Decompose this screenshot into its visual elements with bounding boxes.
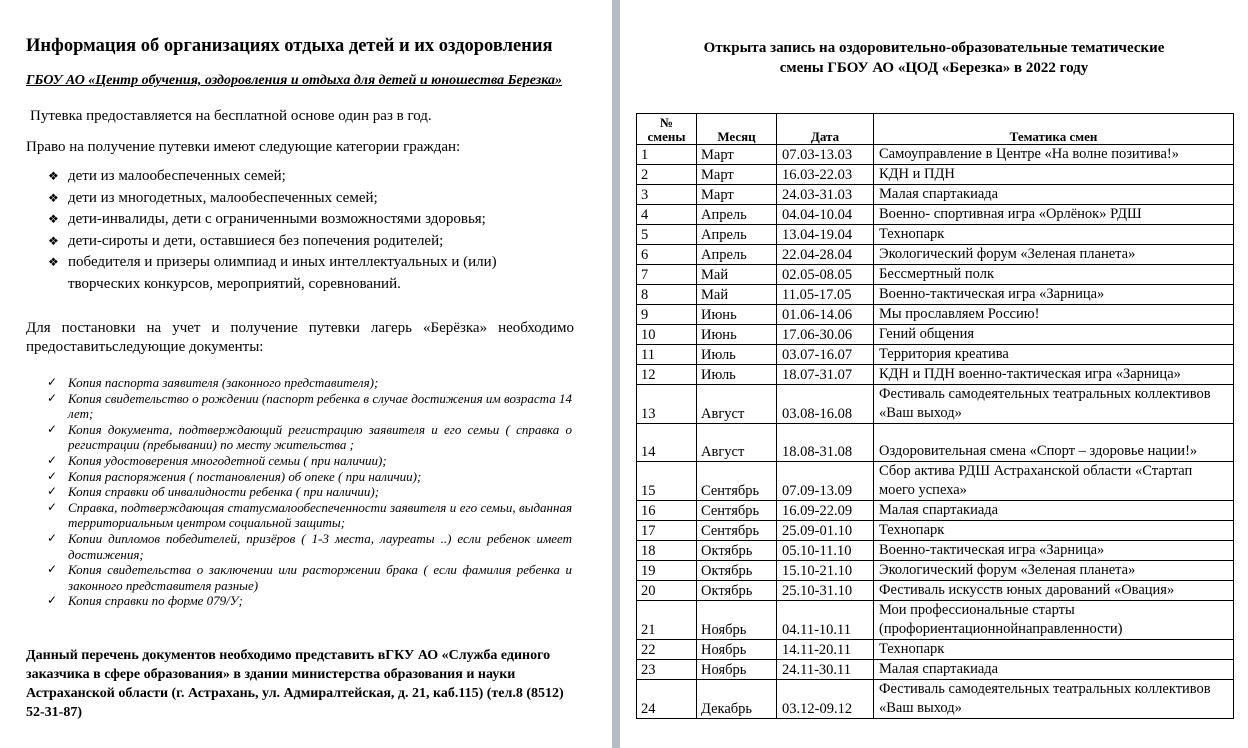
theme-cell: Экологический форум «Зеленая планета»	[874, 561, 1234, 581]
date-cell: 07.09-13.09	[777, 462, 874, 501]
shift-number-cell: 6	[637, 245, 697, 265]
right-page	[620, 0, 1248, 748]
document-item: ✓ Копия распоряжения ( постановления) об опеке ( при наличии);	[47, 468, 422, 484]
date-cell: 03.08-16.08	[777, 385, 874, 424]
shift-number-cell: 19	[637, 561, 697, 581]
documents-list	[46, 375, 572, 609]
theme-cell: Военно- спортивная игра «Орлёнок» РДШ	[874, 205, 1234, 225]
document-item: ✓ Копия справки по форме 079/У;	[47, 593, 243, 609]
table-row	[637, 205, 1234, 225]
page-divider	[612, 0, 620, 748]
table-row	[637, 305, 1234, 325]
theme-cell: Мои профессиональные старты (профориентационнойнаправленности)	[874, 601, 1234, 640]
category-item: ❖ дети-инвалиды, дети с ограниченными возможностями здоровья;	[46, 209, 566, 231]
checkmark-icon: ✓	[47, 452, 58, 467]
date-cell: 15.10-21.10	[777, 561, 874, 581]
month-cell: Апрель	[697, 205, 777, 225]
shift-number-cell: 9	[637, 305, 697, 325]
date-cell: 24.11-30.11	[777, 660, 874, 680]
date-cell: 07.03-13.03	[777, 145, 874, 165]
month-cell: Ноябрь	[697, 640, 777, 660]
shift-number-cell: 4	[637, 205, 697, 225]
table-row	[637, 680, 1234, 719]
theme-cell: Технопарк	[874, 640, 1234, 660]
theme-cell: КДН и ПДН военно-тактическая игра «Зарница»	[874, 365, 1234, 385]
table-row	[637, 501, 1234, 521]
date-cell: 13.04-19.04	[777, 225, 874, 245]
shift-number-cell: 3	[637, 185, 697, 205]
date-cell: 03.07-16.07	[777, 345, 874, 365]
theme-cell: Малая спартакиада	[874, 501, 1234, 521]
left-page	[0, 0, 610, 748]
category-item: ❖ дети из многодетных, малообеспеченных семей;	[46, 188, 566, 210]
shift-number-cell: 20	[637, 581, 697, 601]
checkmark-icon: ✓	[47, 499, 58, 514]
table-row	[637, 145, 1234, 165]
checkmark-icon: ✓	[47, 593, 58, 608]
date-cell: 18.07-31.07	[777, 365, 874, 385]
table-row	[637, 462, 1234, 501]
month-cell: Август	[697, 385, 777, 424]
date-cell: 04.04-10.04	[777, 205, 874, 225]
date-cell: 14.11-20.11	[777, 640, 874, 660]
theme-cell: Фестиваль самодеятельных театральных коллективов «Ваш выход»	[874, 680, 1234, 719]
date-cell: 24.03-31.03	[777, 185, 874, 205]
date-cell: 05.10-11.10	[777, 541, 874, 561]
table-row	[637, 325, 1234, 345]
month-cell: Ноябрь	[697, 601, 777, 640]
table-row	[637, 185, 1234, 205]
diamond-bullet-icon: ❖	[48, 169, 59, 183]
table-header-row	[637, 114, 1234, 145]
month-cell: Сентябрь	[697, 501, 777, 521]
table-row	[637, 640, 1234, 660]
checkmark-icon: ✓	[47, 562, 58, 577]
date-cell: 17.06-30.06	[777, 325, 874, 345]
category-item: ❖ дети-сироты и дети, оставшиеся без попечения родителей;	[46, 231, 566, 253]
month-cell: Сентябрь	[697, 462, 777, 501]
theme-cell: Военно-тактическая игра «Зарница»	[874, 285, 1234, 305]
table-row	[637, 581, 1234, 601]
document-item: ✓ Копия удостоверения многодетной семьи ( при наличии);	[47, 452, 387, 468]
theme-cell: Малая спартакиада	[874, 660, 1234, 680]
checkmark-icon: ✓	[47, 484, 58, 499]
documents-intro: Для постановки на учет и получение путевки лагерь «Берёзка» необходимо предоставитьследующие документы:	[26, 320, 574, 355]
shift-number-cell: 17	[637, 521, 697, 541]
table-row	[637, 345, 1234, 365]
document-item: ✓ Копия документа, подтверждающий регистрацию заявителя и его семьи ( справка о регистрации (пребывании) по месту жительства ;	[47, 421, 572, 453]
date-cell: 25.10-31.10	[777, 581, 874, 601]
shift-number-cell: 12	[637, 365, 697, 385]
month-cell: Март	[697, 185, 777, 205]
date-cell: 18.08-31.08	[777, 424, 874, 462]
schedule-body	[637, 145, 1234, 719]
month-cell: Апрель	[697, 245, 777, 265]
table-row	[637, 165, 1234, 185]
theme-cell: Мы прославляем Россию!	[874, 305, 1234, 325]
schedule-title-line-1: Открыта запись на оздоровительно-образовательные тематические	[703, 40, 1165, 56]
theme-cell: Экологический форум «Зеленая планета»	[874, 245, 1234, 265]
date-cell: 16.09-22.09	[777, 501, 874, 521]
table-row	[637, 424, 1234, 462]
shift-number-cell: 14	[637, 424, 697, 462]
diamond-bullet-icon: ❖	[48, 190, 59, 205]
table-row	[637, 225, 1234, 245]
table-row	[637, 265, 1234, 285]
shift-number-cell: 5	[637, 225, 697, 245]
shift-number-cell: 24	[637, 680, 697, 719]
schedule-table	[636, 113, 1234, 719]
theme-cell: Малая спартакиада	[874, 185, 1234, 205]
shift-number-cell: 18	[637, 541, 697, 561]
date-cell: 22.04-28.04	[777, 245, 874, 265]
document-item: ✓ Копия свидетельства о заключении или расторжении брака ( если фамилия ребенка и законного представителя разные)	[47, 562, 572, 593]
date-cell: 03.12-09.12	[777, 680, 874, 719]
month-cell: Сентябрь	[697, 521, 777, 541]
checkmark-icon: ✓	[47, 375, 58, 389]
header-date: Дата	[777, 114, 874, 145]
theme-cell: Оздоровительная смена «Спорт – здоровье нации!»	[874, 424, 1234, 462]
month-cell: Май	[697, 265, 777, 285]
diamond-bullet-icon: ❖	[48, 255, 59, 269]
table-row	[637, 561, 1234, 581]
shift-number-cell: 15	[637, 462, 697, 501]
shift-number-cell: 10	[637, 325, 697, 345]
document-item: ✓ Копии дипломов победителей, призёров ( 1-3 места, лауреаты ..) если ребенок имеет достижения;	[47, 530, 572, 562]
date-cell: 02.05-08.05	[777, 265, 874, 285]
date-cell: 11.05-17.05	[777, 285, 874, 305]
info-title: Информация об организациях отдыха детей и их оздоровления	[26, 36, 553, 56]
shift-number-cell: 1	[637, 145, 697, 165]
theme-cell: Военно-тактическая игра «Зарница»	[874, 541, 1234, 561]
header-theme: Тематика смен	[874, 114, 1234, 145]
shift-number-cell: 16	[637, 501, 697, 521]
shift-number-cell: 11	[637, 345, 697, 365]
month-cell: Июль	[697, 365, 777, 385]
date-cell: 01.06-14.06	[777, 305, 874, 325]
schedule-title-line-2: смены ГБОУ АО «ЦОД «Березка» в 2022 году	[779, 60, 1089, 76]
eligibility-intro: Право на получение путевки имеют следующие категории граждан:	[26, 139, 461, 155]
date-cell: 25.09-01.10	[777, 521, 874, 541]
month-cell: Июль	[697, 345, 777, 365]
shift-number-cell: 2	[637, 165, 697, 185]
theme-cell: Самоуправление в Центре «На волне позитива!»	[874, 145, 1234, 165]
month-cell: Март	[697, 165, 777, 185]
table-row	[637, 541, 1234, 561]
table-row	[637, 601, 1234, 640]
shift-number-cell: 22	[637, 640, 697, 660]
month-cell: Май	[697, 285, 777, 305]
free-voucher-text: Путевка предоставляется на бесплатной основе один раз в год.	[30, 108, 432, 124]
header-month: Месяц	[697, 114, 777, 145]
date-cell: 16.03-22.03	[777, 165, 874, 185]
shift-number-cell: 13	[637, 385, 697, 424]
table-row	[637, 245, 1234, 265]
organization-name: ГБОУ АО «Центр обучения, оздоровления и отдыха для детей и юношества Березка»	[26, 73, 562, 88]
month-cell: Апрель	[697, 225, 777, 245]
month-cell: Июнь	[697, 305, 777, 325]
document-item: ✓ Копия справки об инвалидности ребенка ( при наличии);	[47, 484, 380, 500]
month-cell: Октябрь	[697, 541, 777, 561]
document-item: ✓ Справка, подтверждающая статусмалообеспеченности заявителя и его семьи, выданная территориальным центром социальной защиты;	[47, 499, 572, 531]
shift-number-cell: 8	[637, 285, 697, 305]
month-cell: Октябрь	[697, 561, 777, 581]
checkmark-icon: ✓	[47, 390, 58, 405]
month-cell: Август	[697, 424, 777, 462]
shift-number-cell: 21	[637, 601, 697, 640]
document-item: ✓ Копия паспорта заявителя (законного представителя);	[47, 375, 379, 390]
theme-cell: Территория креатива	[874, 345, 1234, 365]
shift-number-cell: 23	[637, 660, 697, 680]
category-item: ❖ победителя и призеры олимпиад и иных интеллектуальных и (или) творческих конкурсов, мероприятий, соревнований.	[48, 254, 497, 292]
theme-cell: Фестиваль искусств юных дарований «Овация»	[874, 581, 1234, 601]
theme-cell: КДН и ПДН	[874, 165, 1234, 185]
theme-cell: Гений общения	[874, 325, 1234, 345]
schedule-title	[620, 38, 1248, 78]
submission-note: Данный перечень документов необходимо представить вГКУ АО «Служба единого заказчика в сфере образования» в здании министерства образования и науки Астраханской области (г. Астрахань, ул. Адмиралтейская, д. 21, каб.115) (тел.8 (8512) 52-31-87)	[26, 648, 564, 720]
table-row	[637, 285, 1234, 305]
checkmark-icon: ✓	[47, 530, 58, 545]
eligible-categories-list	[46, 166, 566, 295]
theme-cell: Технопарк	[874, 225, 1234, 245]
category-item: ❖ дети из малообеспеченных семей;	[46, 166, 566, 188]
theme-cell: Сбор актива РДШ Астраханской области «Стартап моего успеха»	[874, 462, 1234, 501]
checkmark-icon: ✓	[47, 468, 58, 483]
table-row	[637, 385, 1234, 424]
theme-cell: Технопарк	[874, 521, 1234, 541]
table-row	[637, 365, 1234, 385]
table-row	[637, 521, 1234, 541]
month-cell: Декабрь	[697, 680, 777, 719]
theme-cell: Фестиваль самодеятельных театральных коллективов «Ваш выход»	[874, 385, 1234, 424]
theme-cell: Бессмертный полк	[874, 265, 1234, 285]
month-cell: Июнь	[697, 325, 777, 345]
month-cell: Октябрь	[697, 581, 777, 601]
table-row	[637, 660, 1234, 680]
shift-number-cell: 7	[637, 265, 697, 285]
month-cell: Ноябрь	[697, 660, 777, 680]
month-cell: Март	[697, 145, 777, 165]
date-cell: 04.11-10.11	[777, 601, 874, 640]
diamond-bullet-icon: ❖	[48, 212, 59, 226]
document-item: ✓ Копия свидетельство о рождении (паспорт ребенка в случае достижения им возраста 14 лет;	[47, 390, 572, 422]
checkmark-icon: ✓	[47, 421, 58, 436]
header-shift-number: № смены	[637, 114, 697, 145]
diamond-bullet-icon: ❖	[48, 233, 59, 248]
